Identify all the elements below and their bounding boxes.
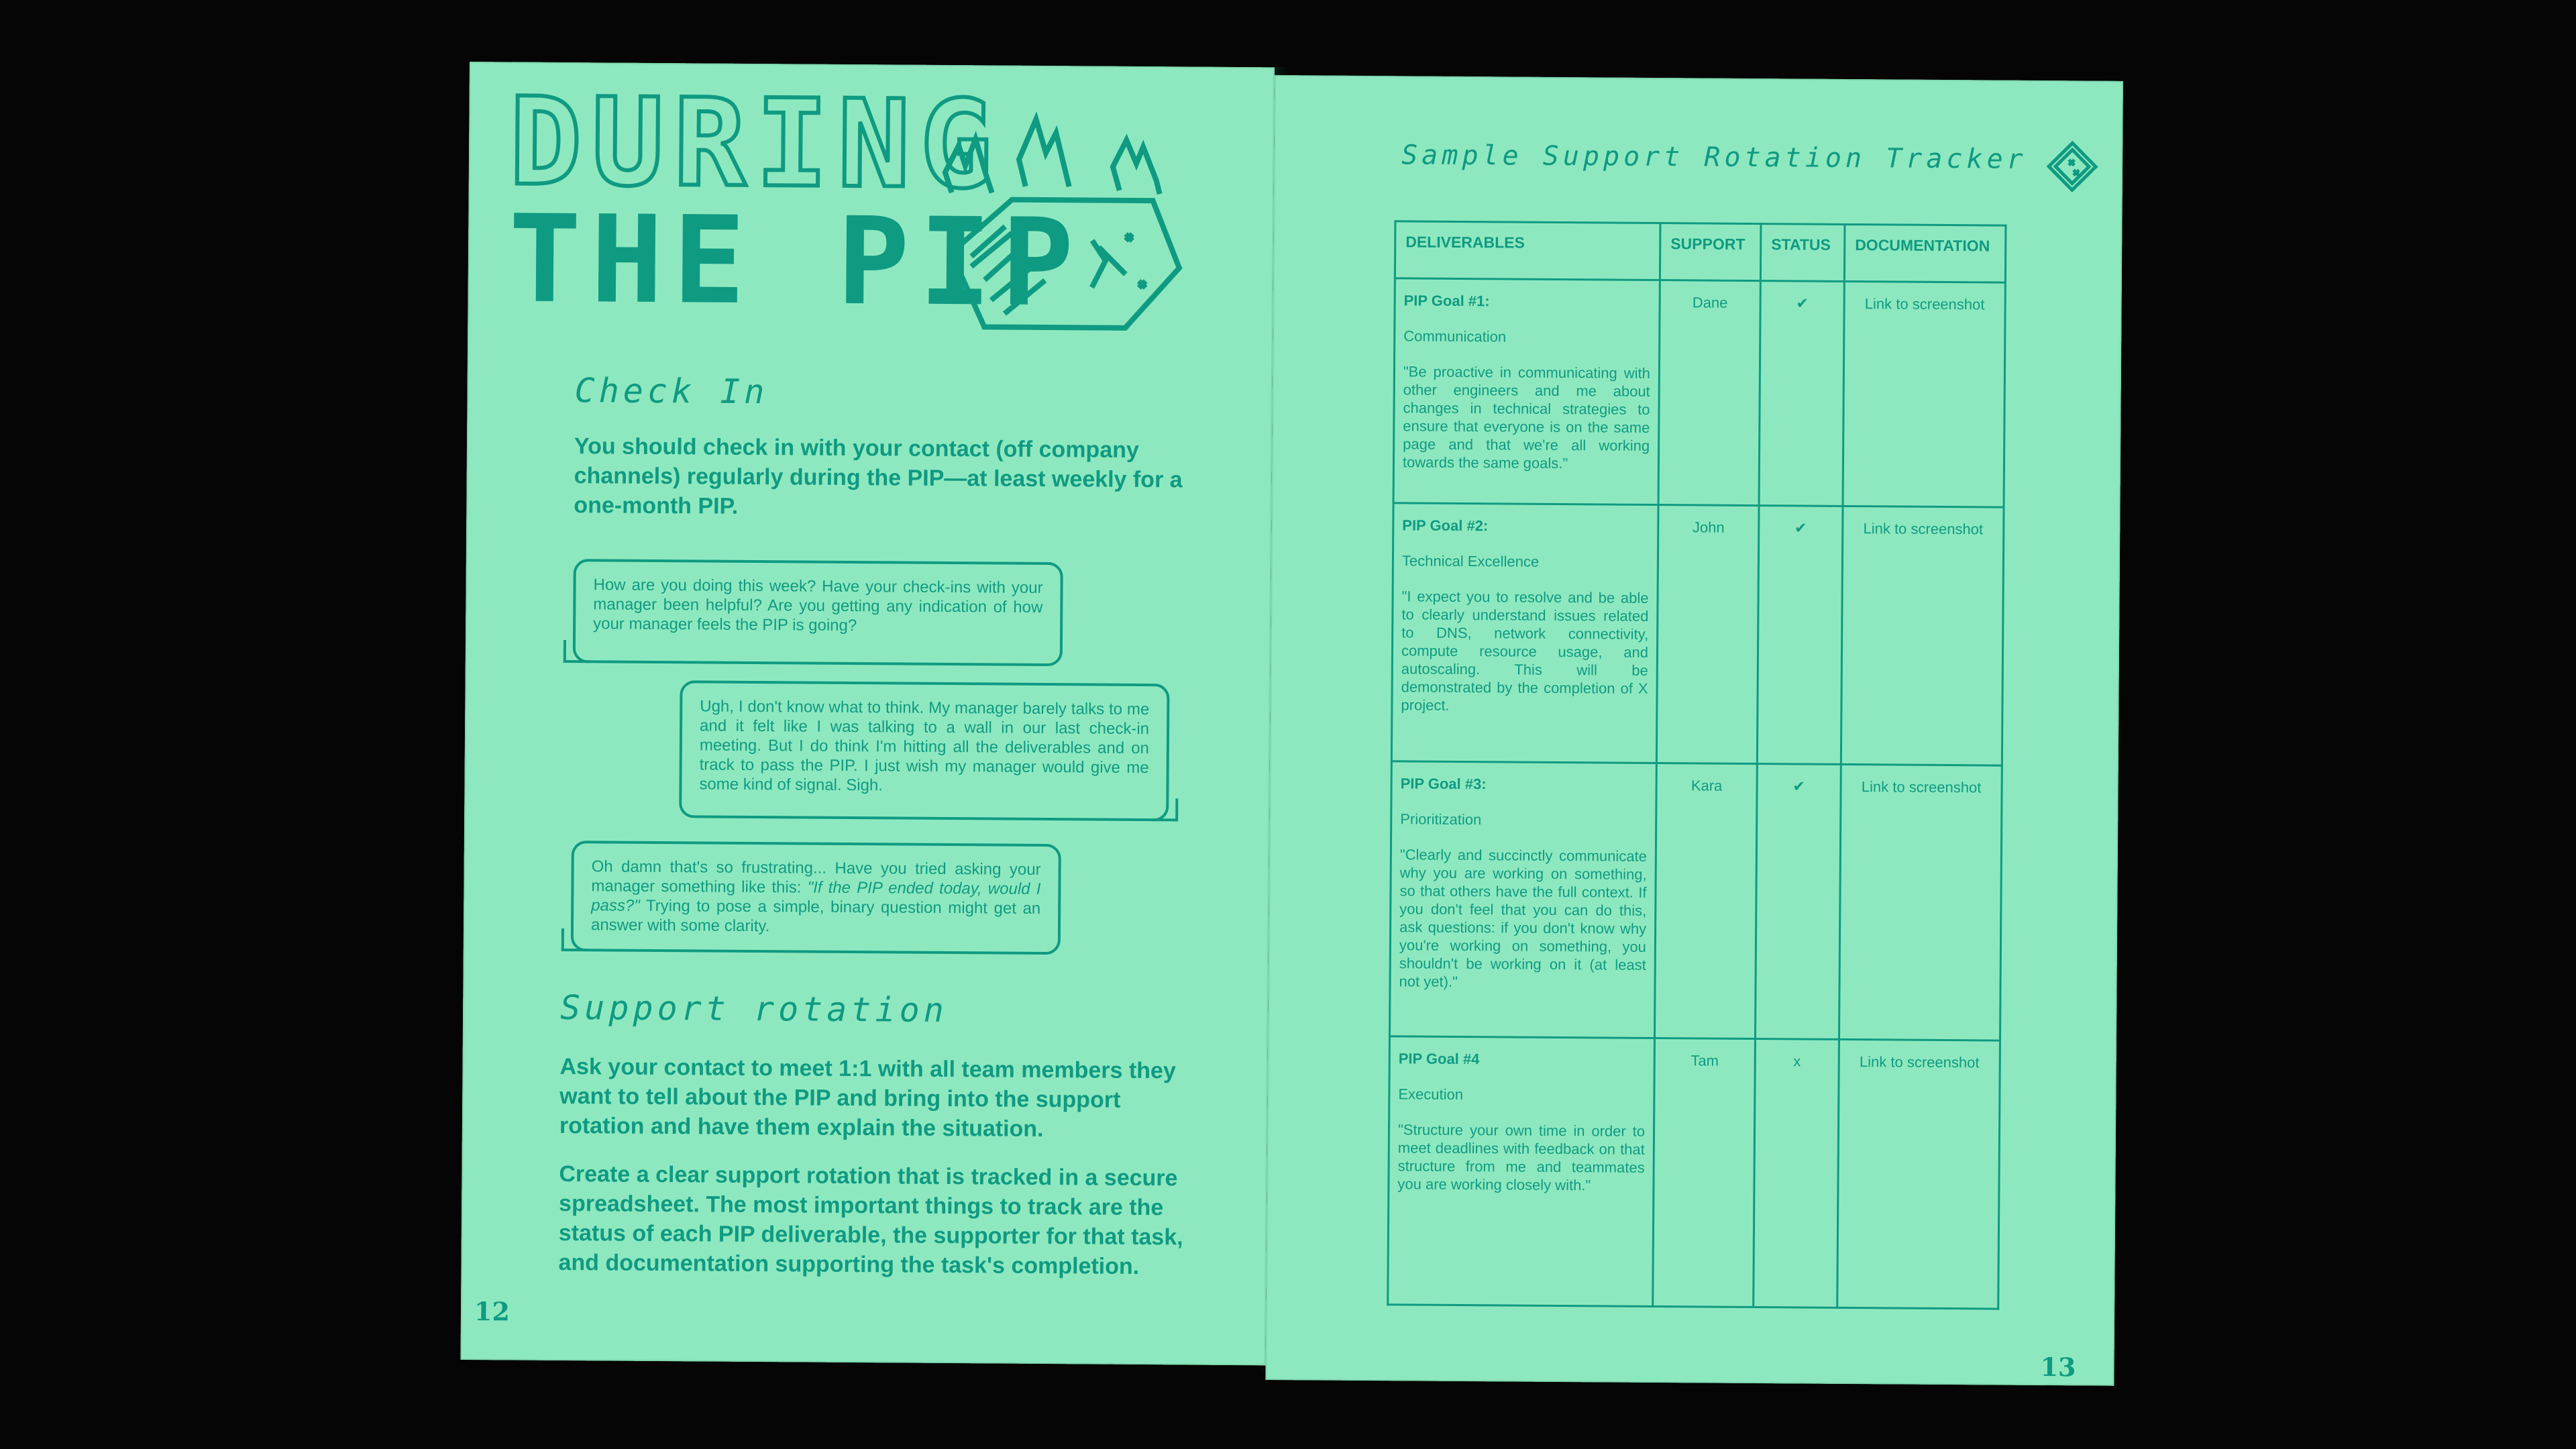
deliverable-cell	[1393, 278, 1660, 505]
goal-category: Prioritization	[1400, 810, 1482, 828]
deliverable-cell	[1390, 761, 1657, 1038]
chat-bubble-1	[573, 559, 1063, 666]
chat-bubble-1-text: How are you doing this week? Have your check-ins with your manager been helpful? Are you getting any indication of how your manager feels the PIP is going?	[593, 576, 1043, 635]
chat-bubble-tail	[1152, 798, 1178, 821]
diamond-sparkle-icon	[2045, 140, 2100, 194]
status-cell: ✔	[1757, 506, 1843, 765]
chat-bubble-tail	[561, 928, 587, 951]
column-header-deliverables: DELIVERABLES	[1395, 221, 1660, 280]
deliverable-cell	[1388, 1036, 1655, 1307]
status-cell: ✔	[1759, 281, 1844, 506]
left-page	[460, 62, 1274, 1365]
table-row	[1391, 503, 2004, 765]
page-number-right: 13	[2040, 1352, 2076, 1383]
table-row	[1390, 761, 2002, 1040]
documentation-cell: Link to screenshot	[1837, 1039, 2000, 1309]
support-cell: Tam	[1653, 1038, 1756, 1307]
burning-credit-card-icon	[924, 105, 1194, 349]
goal-title: PIP Goal #1:	[1403, 292, 1490, 310]
documentation-cell: Link to screenshot	[1841, 506, 2004, 765]
goal-category: Execution	[1398, 1085, 1464, 1103]
chat-bubble-2	[679, 680, 1169, 821]
title-line2: THE PIP	[508, 189, 1084, 334]
status-cell: x	[1754, 1039, 1839, 1308]
goal-title: PIP Goal #4	[1398, 1050, 1480, 1068]
documentation-cell: Link to screenshot	[1839, 764, 2002, 1040]
documentation-cell: Link to screenshot	[1843, 281, 2005, 507]
goal-quote: "I expect you to resolve and be able to clearly understand issues related to DNS, network connectivity, compute resource usage, and autoscaling. This will be demonstrated by the completion of X project.	[1401, 588, 1649, 714]
support-cell: Dane	[1658, 280, 1760, 506]
page-number-left: 12	[474, 1296, 511, 1327]
tracker-title: Sample Support Rotation Tracker	[1401, 140, 2027, 175]
chat-bubble-2-text: Ugh, I don't know what to think. My manager barely talks to me and it felt like I was talking to a wall in our last check-in meeting. But I do think I'm hitting all the deliverables and on track to pass the PIP. I just wish my manager would give me some kind of signal. Sigh.	[699, 697, 1150, 795]
chat-bubble-3-text-after: Trying to pose a simple, binary question might get an answer with some clarity.	[590, 896, 1041, 936]
goal-category: Communication	[1403, 327, 1507, 345]
column-header-support: SUPPORT	[1660, 223, 1761, 281]
chat-bubble-3-text-italic: "If the PIP ended today, would I pass?"	[591, 878, 1041, 915]
chat-bubble-tail	[564, 640, 589, 663]
goal-title: PIP Goal #2:	[1402, 517, 1489, 535]
goal-quote: "Be proactive in communicating with other engineers and me about changes in technical strategies to ensure that everyone is on the same page and that we're all working towards the same goals."	[1402, 363, 1650, 472]
title-line1: DURING	[508, 72, 1003, 216]
right-page	[1265, 75, 2123, 1386]
table-header-row	[1395, 221, 2006, 282]
goal-title: PIP Goal #3:	[1400, 775, 1487, 793]
support-rotation-body-1: Ask your contact to meet 1:1 with all team members they want to tell about the PIP and bring into the support rotation and have them explain the situation.	[559, 1053, 1176, 1142]
support-cell: Kara	[1654, 763, 1757, 1038]
tracker-table	[1387, 220, 2006, 1309]
check-in-heading: Check In	[574, 371, 769, 412]
goal-category: Technical Excellence	[1401, 552, 1540, 570]
goal-quote: "Clearly and succinctly communicate why you are working on something, so that others have the full context. If you don't feel that you can do this, ask questions: if you don't know why you're working on something, you shouldn't be working on it (at least not yet)."	[1399, 846, 1647, 990]
support-rotation-body-2: Create a clear support rotation that is tracked in a secure spreadsheet. The most important things to track are the status of each PIP deliverable, the supporter for that task, and documentation supporting the task's completion.	[558, 1161, 1183, 1280]
status-cell: ✔	[1755, 764, 1841, 1040]
chat-bubble-3-text-before: Oh damn that's so frustrating... Have you tried asking your manager something like this:	[591, 857, 1041, 897]
table-row	[1393, 278, 2005, 507]
column-header-status: STATUS	[1760, 224, 1845, 282]
check-in-body: You should check in with your contact (off company channels) regularly during the PIP—at least weekly for a one-month PIP.	[574, 433, 1183, 519]
chat-bubble-3	[571, 841, 1061, 955]
table-row	[1388, 1036, 2000, 1309]
goal-quote: "Structure your own time in order to meet deadlines with feedback on that structure from me and teammates you are working closely with."	[1397, 1121, 1646, 1194]
deliverable-cell	[1391, 503, 1658, 763]
column-header-documentation: DOCUMENTATION	[1844, 224, 2006, 282]
support-rotation-heading: Support rotation	[559, 987, 948, 1030]
support-cell: John	[1656, 505, 1759, 764]
